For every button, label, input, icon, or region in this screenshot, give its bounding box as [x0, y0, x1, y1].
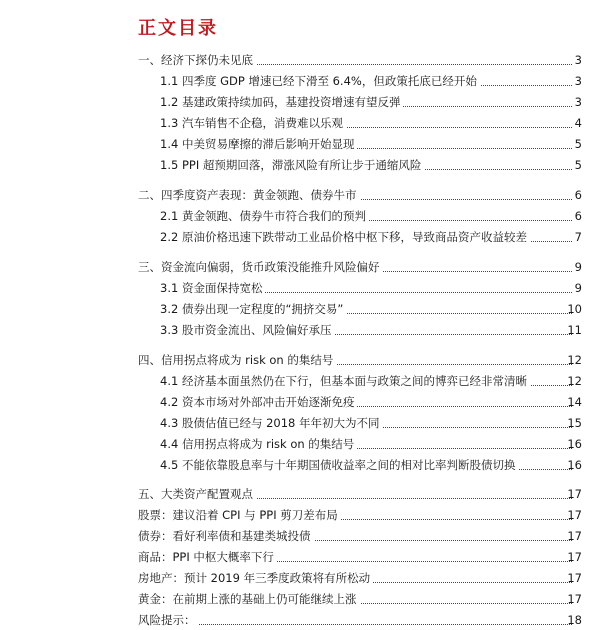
toc-page-number: 4 — [574, 116, 582, 130]
toc-page-number: 5 — [574, 158, 582, 172]
toc-entry[interactable] — [0, 610, 610, 630]
toc-page-number: 6 — [574, 188, 582, 202]
toc-entry-title[interactable]: 债券：看好利率债和基建类城投债 — [138, 526, 314, 546]
toc-entry-title[interactable]: 4.4 信用拐点将成为 risk on 的集结号 — [160, 434, 357, 454]
toc-entry[interactable] — [0, 455, 610, 475]
toc-entry-title[interactable]: 3.2 债券出现一定程度的“拥挤交易” — [160, 299, 346, 319]
toc-entry-title[interactable]: 4.1 经济基本面虽然仍在下行，但基本面与政策之间的博弈已经非常清晰 — [160, 371, 530, 391]
toc-entry-title[interactable]: 1.3 汽车销售不企稳，消费难以乐观 — [160, 113, 346, 133]
toc-entry-title[interactable]: 四、信用拐点将成为 risk on 的集结号 — [138, 350, 336, 370]
toc-entry-title[interactable]: 2.2 原油价格迅速下跌带动工业品价格中枢下移，导致商品资产收益较差 — [160, 227, 530, 247]
toc-page-number: 17 — [567, 550, 582, 564]
toc-entry[interactable] — [0, 227, 610, 247]
toc-page-number: 10 — [567, 302, 582, 316]
toc-page-number: 5 — [574, 137, 582, 151]
toc-entry-title[interactable]: 五、大类资产配置观点 — [138, 484, 256, 504]
toc-entry-title[interactable]: 4.5 不能依靠股息率与十年期国债收益率之间的相对比率判断股债切换 — [160, 455, 518, 475]
toc-page-number: 17 — [567, 529, 582, 543]
toc-entry-title[interactable]: 房地产：预计 2019 年三季度政策将有所松动 — [138, 568, 373, 588]
toc-entry-title[interactable]: 2.1 黄金领跑、债券牛市符合我们的预判 — [160, 206, 369, 226]
toc-entry-title[interactable]: 商品：PPI 中枢大概率下行 — [138, 547, 277, 567]
toc-page-number: 12 — [567, 374, 582, 388]
toc-page-number: 9 — [574, 260, 582, 274]
toc-entry-title[interactable]: 1.5 PPI 超预期回落，滞涨风险有所让步于通缩风险 — [160, 155, 424, 175]
toc-entry-title[interactable]: 1.1 四季度 GDP 增速已经下滑至 6.4%，但政策托底已经开始 — [160, 71, 480, 91]
toc-entry-title[interactable]: 1.2 基建政策持续加码，基建投资增速有望反弹 — [160, 92, 403, 112]
toc-page-number: 7 — [574, 230, 582, 244]
toc-entry-title[interactable]: 风险提示： — [138, 610, 199, 630]
toc-entry[interactable] — [0, 320, 610, 340]
toc-page-number: 11 — [567, 323, 582, 337]
toc-page-number: 3 — [574, 53, 582, 67]
toc-entry-title[interactable]: 黄金：在前期上涨的基础上仍可能继续上涨 — [138, 589, 360, 609]
toc-leader-dots — [138, 605, 572, 625]
toc-entry-title[interactable]: 一、经济下探仍未见底 — [138, 50, 256, 70]
toc-page-number: 6 — [574, 209, 582, 223]
toc-page-number: 9 — [574, 281, 582, 295]
toc-page-number: 15 — [567, 416, 582, 430]
toc-entry-title[interactable]: 4.3 股债估值已经与 2018 年年初大为不同 — [160, 413, 383, 433]
toc-entry-title[interactable]: 3.1 资金面保持宽松 — [160, 278, 265, 298]
toc-page-number: 14 — [567, 395, 582, 409]
toc-page-number: 16 — [567, 437, 582, 451]
toc-page-number: 16 — [567, 458, 582, 472]
toc-page-number: 3 — [574, 74, 582, 88]
toc-entry-title[interactable]: 三、资金流向偏弱，货币政策没能推升风险偏好 — [138, 257, 383, 277]
toc-entry-title[interactable]: 1.4 中美贸易摩擦的滞后影响开始显现 — [160, 134, 357, 154]
page-title: 正文目录 — [138, 18, 218, 39]
toc-page-number: 12 — [567, 353, 582, 367]
toc-page-number: 18 — [567, 613, 582, 627]
toc-page-number: 17 — [567, 487, 582, 501]
toc-page-number: 17 — [567, 571, 582, 585]
toc-page-number: 3 — [574, 95, 582, 109]
toc-entry-title[interactable]: 4.2 资本市场对外部冲击开始逐渐免疫 — [160, 392, 357, 412]
toc-entry-title[interactable]: 二、四季度资产表现：黄金领跑、债券牛市 — [138, 185, 360, 205]
toc-entry-title[interactable]: 3.3 股市资金流出、风险偏好承压 — [160, 320, 334, 340]
toc-page-number: 17 — [567, 592, 582, 606]
toc-entry[interactable] — [0, 155, 610, 175]
toc-page-number: 17 — [567, 508, 582, 522]
toc-entry-title[interactable]: 股票：建议沿着 CPI 与 PPI 剪刀差布局 — [138, 505, 341, 525]
